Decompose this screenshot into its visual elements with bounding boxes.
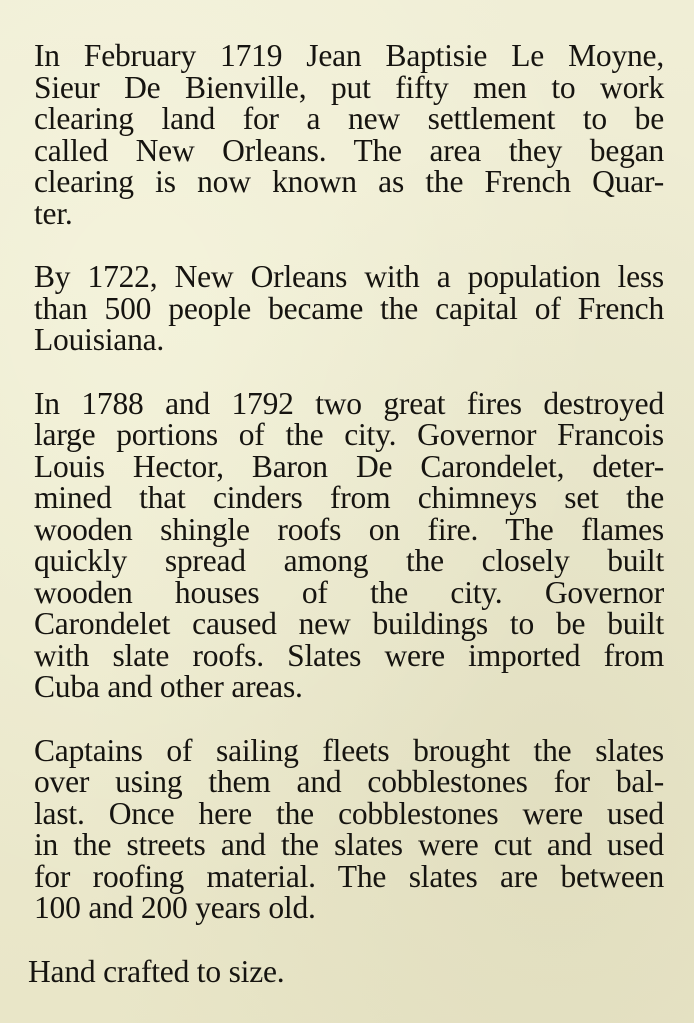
text-line: for roofing material. The slates are between	[34, 858, 664, 894]
text-line: over using them and cobblestones for bal-	[34, 764, 664, 799]
text-line: Cuba and other areas.	[34, 669, 303, 704]
text-line: 100 and 200 years old.	[34, 890, 316, 925]
text-line: In 1788 and 1792 two great fires destroyed	[34, 385, 664, 421]
text-line: wooden houses of the city. Governor	[34, 574, 664, 610]
text-line: Carondelet caused new buildings to be built	[34, 606, 664, 641]
text-line: than 500 people became the capital of French	[34, 290, 664, 326]
text-line: Louisiana.	[34, 322, 165, 357]
text-line: Sieur De Bienville, put fifty men to work	[34, 69, 664, 105]
text-line: ter.	[34, 195, 73, 231]
paragraph-founding	[34, 40, 664, 229]
text-line: wooden shingle roofs on fire. The flames	[34, 511, 664, 547]
paragraph-fires	[34, 385, 664, 704]
text-line: called New Orleans. The area they began	[34, 132, 664, 168]
text-line: with slate roofs. Slates were imported from	[34, 637, 664, 673]
paragraph-crafted	[28, 953, 664, 989]
text-line: in the streets and the slates were cut and used	[34, 827, 664, 862]
text-line: mined that cinders from chimneys set the	[34, 480, 664, 515]
text-line: clearing land for a new settlement to be	[34, 101, 664, 136]
paragraph-capital	[34, 261, 664, 356]
paragraph-spacer	[34, 703, 664, 735]
text-line: last. Once here the cobblestones were used	[34, 795, 664, 831]
text-line: large portions of the city. Governor Francois	[34, 417, 664, 452]
paragraph-spacer	[34, 356, 664, 388]
paragraph-slates	[34, 732, 664, 925]
paragraph-spacer	[34, 229, 664, 261]
text-line: In February 1719 Jean Baptisie Le Moyne,	[34, 38, 664, 73]
text-line: quickly spread among the closely built	[34, 543, 664, 578]
paragraph-spacer	[34, 924, 664, 956]
text-line: By 1722, New Orleans with a population less	[34, 259, 664, 294]
text-line: clearing is now known as the French Quar-	[34, 164, 664, 199]
text-line: Louis Hector, Baron De Carondelet, deter-	[34, 448, 664, 484]
text-line: Hand crafted to size.	[28, 953, 285, 989]
text-line: Captains of sailing fleets brought the slates	[34, 732, 664, 768]
